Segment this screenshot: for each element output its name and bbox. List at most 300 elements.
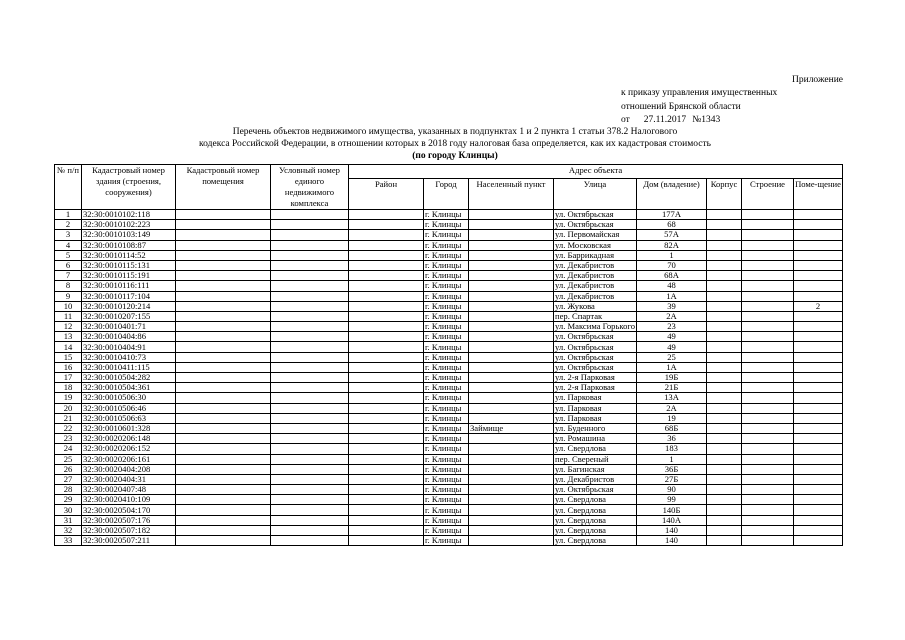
building bbox=[707, 281, 742, 291]
city: г. Клинцы bbox=[424, 281, 469, 291]
building bbox=[707, 362, 742, 372]
table-row bbox=[55, 342, 843, 352]
col-city-header: Город bbox=[424, 178, 469, 210]
building bbox=[707, 210, 742, 220]
room-number bbox=[794, 240, 843, 250]
street: ул. Свердлова bbox=[554, 525, 637, 535]
title-city: (по городу Клинцы) bbox=[412, 151, 498, 161]
locality bbox=[469, 362, 554, 372]
structure bbox=[742, 444, 794, 454]
room-cadastral-number bbox=[176, 291, 271, 301]
row-number: 7 bbox=[55, 271, 82, 281]
building bbox=[707, 240, 742, 250]
row-number: 18 bbox=[55, 383, 82, 393]
table-row bbox=[55, 485, 843, 495]
row-number: 16 bbox=[55, 362, 82, 372]
table-row bbox=[55, 434, 843, 444]
building-cadastral-number: 32:30:0020206:148 bbox=[82, 434, 176, 444]
room-cadastral-number bbox=[176, 322, 271, 332]
room-number bbox=[794, 250, 843, 260]
row-number: 27 bbox=[55, 474, 82, 484]
building-cadastral-number: 32:30:0010108:87 bbox=[82, 240, 176, 250]
building bbox=[707, 383, 742, 393]
district bbox=[349, 434, 424, 444]
district bbox=[349, 291, 424, 301]
row-number: 19 bbox=[55, 393, 82, 403]
district bbox=[349, 423, 424, 433]
structure bbox=[742, 495, 794, 505]
locality bbox=[469, 464, 554, 474]
street: ул. Парковая bbox=[554, 393, 637, 403]
district bbox=[349, 311, 424, 321]
locality bbox=[469, 301, 554, 311]
table-row bbox=[55, 301, 843, 311]
locality bbox=[469, 220, 554, 230]
street: ул. Багинская bbox=[554, 464, 637, 474]
building-cadastral-number: 32:30:0010404:91 bbox=[82, 342, 176, 352]
row-number: 32 bbox=[55, 525, 82, 535]
district bbox=[349, 393, 424, 403]
city: г. Клинцы bbox=[424, 485, 469, 495]
building-cadastral-number: 32:30:0020206:152 bbox=[82, 444, 176, 454]
building bbox=[707, 291, 742, 301]
locality bbox=[469, 393, 554, 403]
district bbox=[349, 373, 424, 383]
room-cadastral-number bbox=[176, 454, 271, 464]
building bbox=[707, 352, 742, 362]
row-number: 14 bbox=[55, 342, 82, 352]
table-row bbox=[55, 536, 843, 546]
district bbox=[349, 383, 424, 393]
district bbox=[349, 260, 424, 270]
row-number: 5 bbox=[55, 250, 82, 260]
room-cadastral-number bbox=[176, 464, 271, 474]
table-row bbox=[55, 383, 843, 393]
conditional-number bbox=[271, 423, 349, 433]
house-number: 57А bbox=[637, 230, 707, 240]
locality bbox=[469, 383, 554, 393]
locality bbox=[469, 342, 554, 352]
structure bbox=[742, 220, 794, 230]
locality bbox=[469, 454, 554, 464]
building-cadastral-number: 32:30:0010117:104 bbox=[82, 291, 176, 301]
building bbox=[707, 311, 742, 321]
table-row bbox=[55, 495, 843, 505]
building bbox=[707, 332, 742, 342]
conditional-number bbox=[271, 403, 349, 413]
locality bbox=[469, 291, 554, 301]
house-number: 19Б bbox=[637, 373, 707, 383]
building-cadastral-number: 32:30:0010404:86 bbox=[82, 332, 176, 342]
building-cadastral-number: 32:30:0020507:211 bbox=[82, 536, 176, 546]
row-number: 28 bbox=[55, 485, 82, 495]
room-cadastral-number bbox=[176, 301, 271, 311]
district bbox=[349, 281, 424, 291]
district bbox=[349, 342, 424, 352]
building-cadastral-number: 32:30:0010504:361 bbox=[82, 383, 176, 393]
table-row bbox=[55, 271, 843, 281]
appendix-label: Приложение bbox=[792, 75, 843, 85]
street: ул. Свердлова bbox=[554, 505, 637, 515]
conditional-number bbox=[271, 525, 349, 535]
room-number bbox=[794, 434, 843, 444]
street: ул. 2-я Парковая bbox=[554, 383, 637, 393]
room-cadastral-number bbox=[176, 413, 271, 423]
structure bbox=[742, 393, 794, 403]
row-number: 3 bbox=[55, 230, 82, 240]
row-number: 29 bbox=[55, 495, 82, 505]
conditional-number bbox=[271, 515, 349, 525]
col-room-header: Поме-щение bbox=[794, 178, 843, 210]
row-number: 9 bbox=[55, 291, 82, 301]
building bbox=[707, 301, 742, 311]
table-row bbox=[55, 373, 843, 383]
row-number: 10 bbox=[55, 301, 82, 311]
district bbox=[349, 322, 424, 332]
conditional-number bbox=[271, 240, 349, 250]
street: ул. Октябрьская bbox=[554, 485, 637, 495]
locality bbox=[469, 332, 554, 342]
row-number: 26 bbox=[55, 464, 82, 474]
conditional-number bbox=[271, 281, 349, 291]
structure bbox=[742, 322, 794, 332]
structure bbox=[742, 464, 794, 474]
table-row bbox=[55, 525, 843, 535]
district bbox=[349, 301, 424, 311]
building bbox=[707, 474, 742, 484]
structure bbox=[742, 505, 794, 515]
room-number bbox=[794, 505, 843, 515]
city: г. Клинцы bbox=[424, 454, 469, 464]
row-number: 4 bbox=[55, 240, 82, 250]
house-number: 21Б bbox=[637, 383, 707, 393]
room-number bbox=[794, 495, 843, 505]
structure bbox=[742, 362, 794, 372]
building bbox=[707, 485, 742, 495]
building bbox=[707, 373, 742, 383]
house-number: 13А bbox=[637, 393, 707, 403]
room-cadastral-number bbox=[176, 444, 271, 454]
room-number bbox=[794, 515, 843, 525]
row-number: 21 bbox=[55, 413, 82, 423]
room-number bbox=[794, 393, 843, 403]
district bbox=[349, 362, 424, 372]
room-number: 2 bbox=[794, 301, 843, 311]
room-number bbox=[794, 342, 843, 352]
house-number: 1А bbox=[637, 291, 707, 301]
structure bbox=[742, 250, 794, 260]
building-cadastral-number: 32:30:0010102:223 bbox=[82, 220, 176, 230]
col-room-cadastral-header: Кадастровый номер помещения bbox=[176, 165, 271, 210]
row-number: 30 bbox=[55, 505, 82, 515]
city: г. Клинцы bbox=[424, 311, 469, 321]
city: г. Клинцы bbox=[424, 525, 469, 535]
room-cadastral-number bbox=[176, 393, 271, 403]
room-cadastral-number bbox=[176, 311, 271, 321]
table-row bbox=[55, 352, 843, 362]
room-number bbox=[794, 311, 843, 321]
conditional-number bbox=[271, 260, 349, 270]
house-number: 49 bbox=[637, 342, 707, 352]
title-line-1: Перечень объектов недвижимого имущества, указанных в подпунктах 1 и 2 пункта 1 статьи 378.2 Налогового bbox=[232, 127, 678, 137]
locality bbox=[469, 413, 554, 423]
building bbox=[707, 260, 742, 270]
building-cadastral-number: 32:30:0010504:282 bbox=[82, 373, 176, 383]
street: ул. Октябрьская bbox=[554, 362, 637, 372]
street: ул. Октябрьская bbox=[554, 220, 637, 230]
department-name: отношений Брянской области bbox=[621, 101, 741, 112]
city: г. Клинцы bbox=[424, 362, 469, 372]
table-body bbox=[55, 210, 843, 546]
house-number: 99 bbox=[637, 495, 707, 505]
room-number bbox=[794, 291, 843, 301]
col-building-cadastral-header: Кадастровый номер здания (строения, сооружения) bbox=[82, 165, 176, 210]
locality bbox=[469, 444, 554, 454]
structure bbox=[742, 454, 794, 464]
conditional-number bbox=[271, 444, 349, 454]
row-number: 11 bbox=[55, 311, 82, 321]
house-number: 48 bbox=[637, 281, 707, 291]
house-number: 1А bbox=[637, 362, 707, 372]
building-cadastral-number: 32:30:0010115:191 bbox=[82, 271, 176, 281]
street: ул. Свердлова bbox=[554, 536, 637, 546]
conditional-number bbox=[271, 210, 349, 220]
row-number: 13 bbox=[55, 332, 82, 342]
conditional-number bbox=[271, 383, 349, 393]
street: ул. Жукова bbox=[554, 301, 637, 311]
city: г. Клинцы bbox=[424, 322, 469, 332]
city: г. Клинцы bbox=[424, 495, 469, 505]
locality bbox=[469, 240, 554, 250]
col-district-header: Район bbox=[349, 178, 424, 210]
structure bbox=[742, 301, 794, 311]
building bbox=[707, 464, 742, 474]
building-cadastral-number: 32:30:0020404:31 bbox=[82, 474, 176, 484]
row-number: 33 bbox=[55, 536, 82, 546]
city: г. Клинцы bbox=[424, 474, 469, 484]
row-number: 20 bbox=[55, 403, 82, 413]
city: г. Клинцы bbox=[424, 403, 469, 413]
building bbox=[707, 322, 742, 332]
house-number: 140Б bbox=[637, 505, 707, 515]
room-number bbox=[794, 413, 843, 423]
structure bbox=[742, 271, 794, 281]
building-cadastral-number: 32:30:0010120:214 bbox=[82, 301, 176, 311]
room-cadastral-number bbox=[176, 525, 271, 535]
district bbox=[349, 240, 424, 250]
district bbox=[349, 332, 424, 342]
table-row bbox=[55, 260, 843, 270]
from-label: от bbox=[621, 114, 630, 125]
room-number bbox=[794, 271, 843, 281]
structure bbox=[742, 383, 794, 393]
order-reference: к приказу управления имущественных bbox=[621, 88, 778, 99]
conditional-number bbox=[271, 332, 349, 342]
row-number: 17 bbox=[55, 373, 82, 383]
house-number: 36 bbox=[637, 434, 707, 444]
room-cadastral-number bbox=[176, 536, 271, 546]
row-number: 23 bbox=[55, 434, 82, 444]
room-number bbox=[794, 444, 843, 454]
address-group-header: Адрес объекта bbox=[349, 165, 843, 179]
table-row bbox=[55, 423, 843, 433]
locality bbox=[469, 271, 554, 281]
district bbox=[349, 536, 424, 546]
house-number: 19 bbox=[637, 413, 707, 423]
structure bbox=[742, 434, 794, 444]
street: ул. Декабристов bbox=[554, 474, 637, 484]
building-cadastral-number: 32:30:0010401:71 bbox=[82, 322, 176, 332]
building-cadastral-number: 32:30:0010506:30 bbox=[82, 393, 176, 403]
locality bbox=[469, 260, 554, 270]
building bbox=[707, 536, 742, 546]
row-number: 2 bbox=[55, 220, 82, 230]
structure bbox=[742, 342, 794, 352]
document-title bbox=[150, 126, 760, 162]
house-number: 27Б bbox=[637, 474, 707, 484]
building-cadastral-number: 32:30:0020504:170 bbox=[82, 505, 176, 515]
structure bbox=[742, 291, 794, 301]
structure bbox=[742, 281, 794, 291]
room-cadastral-number bbox=[176, 281, 271, 291]
col-conditional-number-header: Условный номер единого недвижимого комплекса bbox=[271, 165, 349, 210]
structure bbox=[742, 373, 794, 383]
table-row bbox=[55, 403, 843, 413]
room-cadastral-number bbox=[176, 505, 271, 515]
building bbox=[707, 271, 742, 281]
table-row bbox=[55, 362, 843, 372]
room-cadastral-number bbox=[176, 403, 271, 413]
city: г. Клинцы bbox=[424, 342, 469, 352]
room-cadastral-number bbox=[176, 362, 271, 372]
house-number: 183 bbox=[637, 444, 707, 454]
table-row bbox=[55, 393, 843, 403]
structure bbox=[742, 485, 794, 495]
room-number bbox=[794, 383, 843, 393]
room-number bbox=[794, 322, 843, 332]
conditional-number bbox=[271, 474, 349, 484]
city: г. Клинцы bbox=[424, 383, 469, 393]
locality bbox=[469, 311, 554, 321]
building-cadastral-number: 32:30:0020404:208 bbox=[82, 464, 176, 474]
street: ул. Парковая bbox=[554, 413, 637, 423]
city: г. Клинцы bbox=[424, 515, 469, 525]
building bbox=[707, 444, 742, 454]
street: ул. Свердлова bbox=[554, 495, 637, 505]
building-cadastral-number: 32:30:0020407:48 bbox=[82, 485, 176, 495]
street: ул. Свердлова bbox=[554, 515, 637, 525]
room-cadastral-number bbox=[176, 271, 271, 281]
house-number: 68А bbox=[637, 271, 707, 281]
conditional-number bbox=[271, 311, 349, 321]
city: г. Клинцы bbox=[424, 301, 469, 311]
col-num-header: № п/п bbox=[55, 165, 82, 210]
conditional-number bbox=[271, 434, 349, 444]
street: ул. Декабристов bbox=[554, 271, 637, 281]
room-number bbox=[794, 362, 843, 372]
col-locality-header: Населенный пункт bbox=[469, 178, 554, 210]
conditional-number bbox=[271, 393, 349, 403]
building bbox=[707, 423, 742, 433]
district bbox=[349, 210, 424, 220]
building bbox=[707, 220, 742, 230]
street: ул. Парковая bbox=[554, 403, 637, 413]
conditional-number bbox=[271, 454, 349, 464]
city: г. Клинцы bbox=[424, 434, 469, 444]
room-number bbox=[794, 260, 843, 270]
structure bbox=[742, 525, 794, 535]
room-cadastral-number bbox=[176, 342, 271, 352]
conditional-number bbox=[271, 352, 349, 362]
house-number: 39 bbox=[637, 301, 707, 311]
row-number: 1 bbox=[55, 210, 82, 220]
city: г. Клинцы bbox=[424, 393, 469, 403]
col-structure-header: Строение bbox=[742, 178, 794, 210]
district bbox=[349, 485, 424, 495]
structure bbox=[742, 403, 794, 413]
house-number: 140 bbox=[637, 536, 707, 546]
row-number: 8 bbox=[55, 281, 82, 291]
conditional-number bbox=[271, 464, 349, 474]
conditional-number bbox=[271, 485, 349, 495]
house-number: 36Б bbox=[637, 464, 707, 474]
room-cadastral-number bbox=[176, 220, 271, 230]
room-number bbox=[794, 474, 843, 484]
table-row bbox=[55, 311, 843, 321]
conditional-number bbox=[271, 301, 349, 311]
locality: Займище bbox=[469, 423, 554, 433]
street: ул. Максима Горького bbox=[555, 321, 636, 332]
locality bbox=[469, 474, 554, 484]
row-number: 31 bbox=[55, 515, 82, 525]
room-cadastral-number bbox=[176, 260, 271, 270]
house-number: 140 bbox=[637, 525, 707, 535]
locality bbox=[469, 403, 554, 413]
room-number bbox=[794, 485, 843, 495]
locality bbox=[469, 373, 554, 383]
order-number: №1343 bbox=[692, 114, 721, 125]
structure bbox=[742, 230, 794, 240]
city: г. Клинцы bbox=[424, 210, 469, 220]
building bbox=[707, 454, 742, 464]
room-number bbox=[794, 464, 843, 474]
house-number: 177А bbox=[637, 210, 707, 220]
building-cadastral-number: 32:30:0010601:328 bbox=[82, 423, 176, 433]
street: пер. Спартак bbox=[554, 311, 637, 321]
property-table bbox=[54, 164, 843, 546]
room-cadastral-number bbox=[176, 332, 271, 342]
room-number bbox=[794, 373, 843, 383]
city: г. Клинцы bbox=[424, 413, 469, 423]
room-cadastral-number bbox=[176, 515, 271, 525]
room-number bbox=[794, 230, 843, 240]
building-cadastral-number: 32:30:0010506:63 bbox=[82, 413, 176, 423]
street: ул. Московская bbox=[554, 240, 637, 250]
house-number: 68 bbox=[637, 220, 707, 230]
room-cadastral-number bbox=[176, 230, 271, 240]
district bbox=[349, 454, 424, 464]
district bbox=[349, 250, 424, 260]
building bbox=[707, 505, 742, 515]
building-cadastral-number: 32:30:0020507:176 bbox=[82, 515, 176, 525]
table-row bbox=[55, 220, 843, 230]
building bbox=[707, 434, 742, 444]
district bbox=[349, 230, 424, 240]
district bbox=[349, 495, 424, 505]
house-number: 82А bbox=[637, 240, 707, 250]
district bbox=[349, 464, 424, 474]
row-number: 6 bbox=[55, 260, 82, 270]
